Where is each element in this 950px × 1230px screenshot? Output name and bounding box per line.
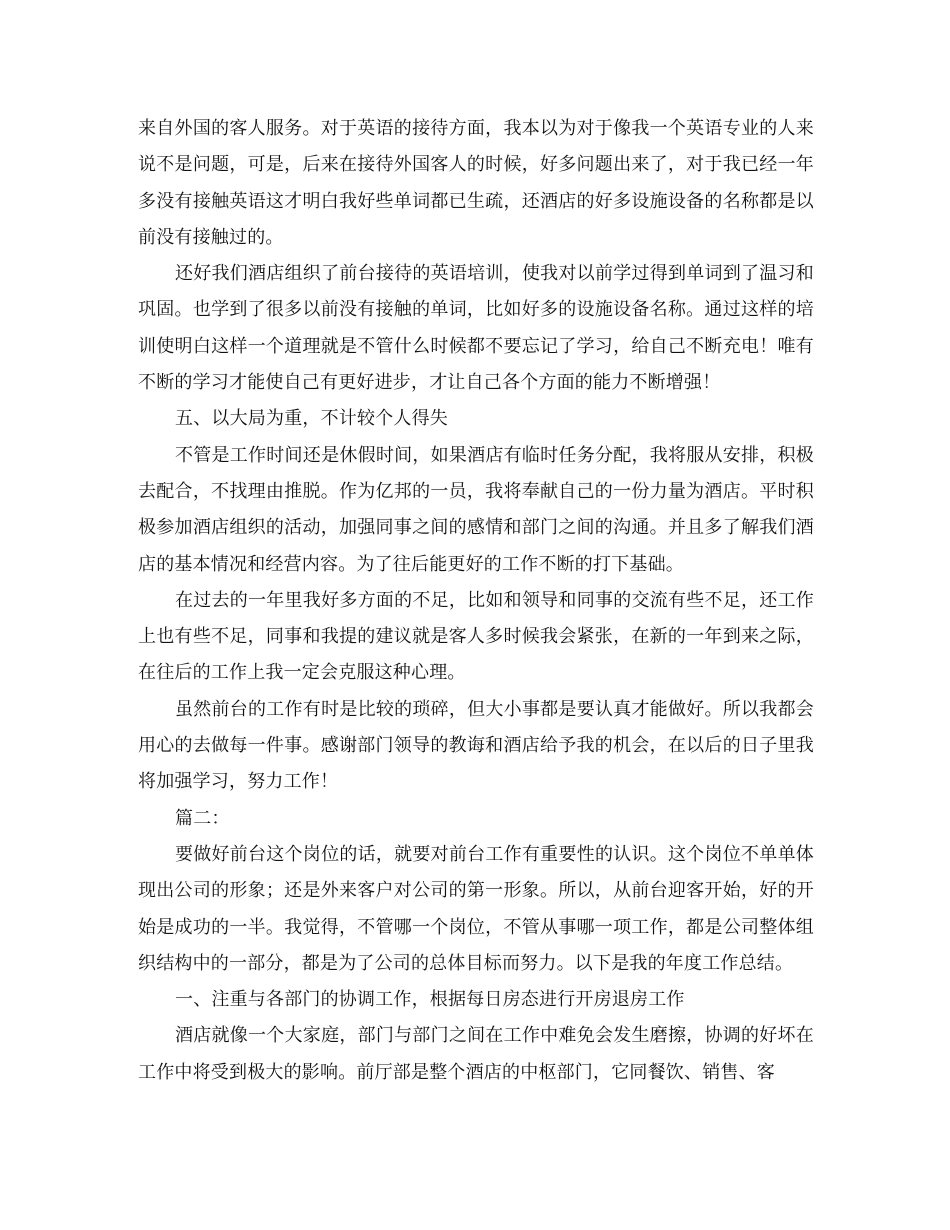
- paragraph: 不管是工作时间还是休假时间，如果酒店有临时任务分配，我将服从安排，积极去配合，不找理由推脱。作为亿邦的一员，我将奉献自己的一份力量为酒店。平时积极参加酒店组织的活动，加强同事之间的感情和部门之间的沟通。并且多了解我们酒店的基本情况和经营内容。为了往后能更好的工作不断的打下基础。: [138, 444, 814, 575]
- paragraph: 虽然前台的工作有时是比较的琐碎，但大小事都是要认真才能做好。所以我都会用心的去做每一件事。感谢部门领导的教诲和酒店给予我的机会，在以后的日子里我将加强学习，努力工作！: [138, 698, 814, 793]
- document-body: [138, 111, 814, 1091]
- paragraph: 在过去的一年里我好多方面的不足，比如和领导和同事的交流有些不足，还工作上也有些不足，同事和我提的建议就是客人多时候我会紧张，在新的一年到来之际，在往后的工作上我一定会克服这种心理。: [138, 589, 814, 684]
- section-heading: 五、以大局为重，不计较个人得失: [175, 408, 448, 430]
- paragraph: 酒店就像一个大家庭，部门与部门之间在工作中难免会发生磨擦，协调的好坏在工作中将受到极大的影响。前厅部是整个酒店的中枢部门，它同餐饮、销售、客: [138, 1025, 814, 1083]
- section-heading: 一、注重与各部门的协调工作，根据每日房态进行开房退房工作: [175, 989, 685, 1011]
- section-heading: 篇二：: [175, 807, 230, 829]
- paragraph: 还好我们酒店组织了前台接待的英语培训，使我对以前学过得到单词到了温习和巩固。也学到了很多以前没有接触的单词，比如好多的设施设备名称。通过这样的培训使明白这样一个道理就是不管什么时候都不要忘记了学习，给自己不断充电！唯有不断的学习才能使自己有更好进步，才让自己各个方面的能力不断增强！: [138, 263, 814, 394]
- paragraph: 要做好前台这个岗位的话，就要对前台工作有重要性的认识。这个岗位不单单体现出公司的形象；还是外来客户对公司的第一形象。所以，从前台迎客开始，好的开始是成功的一半。我觉得，不管哪一个岗位，不管从事哪一项工作，都是公司整体组织结构中的一部分，都是为了公司的总体目标而努力。以下是我的年度工作总结。: [138, 843, 814, 974]
- paragraph: 来自外国的客人服务。对于英语的接待方面，我本以为对于像我一个英语专业的人来说不是问题，可是，后来在接待外国客人的时候，好多问题出来了，对于我已经一年多没有接触英语这才明白我好些单词都已生疏，还酒店的好多设施设备的名称都是以前没有接触过的。: [138, 118, 814, 248]
